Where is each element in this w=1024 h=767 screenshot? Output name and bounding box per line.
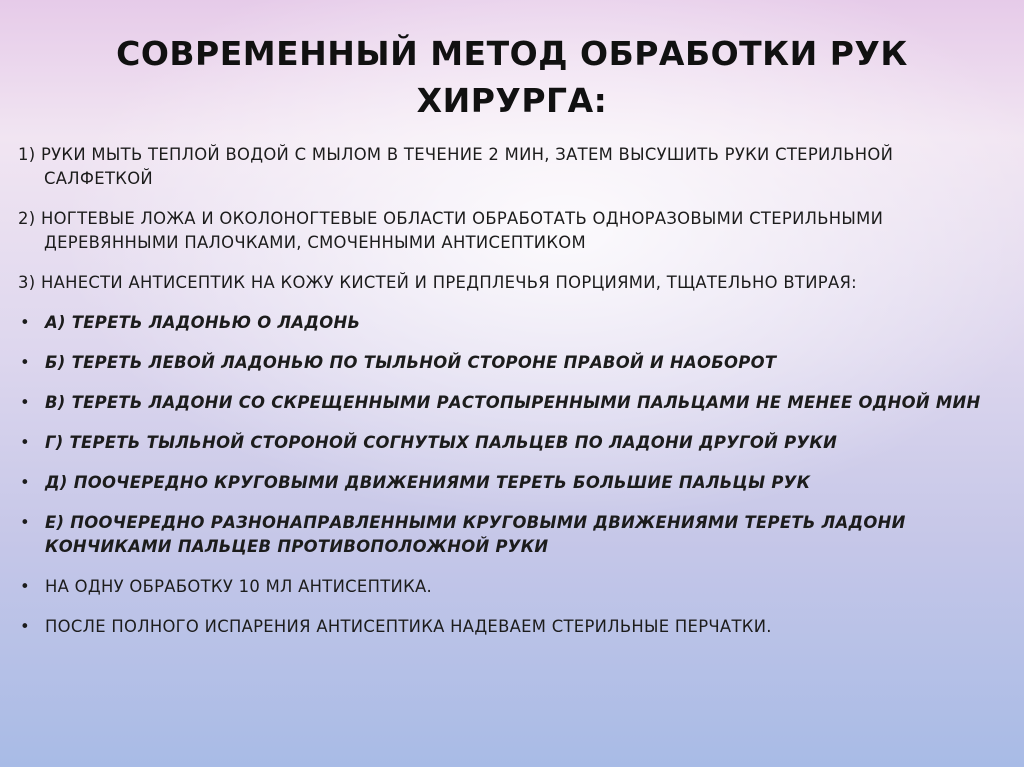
slide-body — [18, 143, 1012, 655]
bullet-text: В) ТЕРЕТЬ ЛАДОНИ СО СКРЕЩЕННЫМИ РАСТОПЫРЕННЫМИ ПАЛЬЦАМИ НЕ МЕНЕЕ ОДНОЙ МИН — [45, 393, 981, 412]
bullet-marker: • — [20, 473, 30, 492]
numbered-item-3 — [18, 271, 1012, 295]
bullet-text: ПОСЛЕ ПОЛНОГО ИСПАРЕНИЯ АНТИСЕПТИКА НАДЕВАЕМ СТЕРИЛЬНЫЕ ПЕРЧАТКИ. — [45, 617, 772, 636]
numbered-item-2 — [18, 207, 1012, 255]
bullet-text: Д) ПООЧЕРЕДНО КРУГОВЫМИ ДВИЖЕНИЯМИ ТЕРЕТЬ БОЛЬШИЕ ПАЛЬЦЫ РУК — [45, 473, 811, 492]
item-number: 3) — [18, 273, 36, 292]
item-number: 2) — [18, 209, 36, 228]
bullet-text: А) ТЕРЕТЬ ЛАДОНЬЮ О ЛАДОНЬ — [45, 313, 361, 332]
note-bullet-gloves — [18, 615, 1012, 639]
bullet-marker: • — [20, 513, 30, 532]
numbered-item-1 — [18, 143, 1012, 191]
step-bullet-v — [18, 391, 1012, 415]
item-text-continued: ДЕРЕВЯННЫМИ ПАЛОЧКАМИ, СМОЧЕННЫМИ АНТИСЕПТИКОМ — [44, 233, 586, 252]
note-bullet-dose — [18, 575, 1012, 599]
item-text: РУКИ МЫТЬ ТЕПЛОЙ ВОДОЙ С МЫЛОМ В ТЕЧЕНИЕ 2 МИН, ЗАТЕМ ВЫСУШИТЬ РУКИ СТЕРИЛЬНОЙ — [40, 145, 894, 164]
bullet-marker: • — [20, 577, 30, 596]
bullet-marker: • — [20, 393, 30, 412]
step-bullet-g — [18, 431, 1012, 455]
step-bullet-b — [18, 351, 1012, 375]
bullet-marker: • — [20, 617, 30, 636]
bullet-marker: • — [20, 313, 30, 332]
slide-title: СОВРЕМЕННЫЙ МЕТОД ОБРАБОТКИ РУК ХИРУРГА: — [116, 34, 908, 120]
bullet-marker: • — [20, 353, 30, 372]
bullet-text: Е) ПООЧЕРЕДНО РАЗНОНАПРАВЛЕННЫМИ КРУГОВЫМИ ДВИЖЕНИЯМИ ТЕРЕТЬ ЛАДОНИ КОНЧИКАМИ ПАЛЬЦЕВ ПРОТИВОПОЛОЖНОЙ РУКИ — [45, 513, 906, 556]
step-bullet-e — [18, 511, 1012, 559]
bullet-text: Б) ТЕРЕТЬ ЛЕВОЙ ЛАДОНЬЮ ПО ТЫЛЬНОЙ СТОРОНЕ ПРАВОЙ И НАОБОРОТ — [45, 353, 777, 372]
bullet-text: НА ОДНУ ОБРАБОТКУ 10 МЛ АНТИСЕПТИКА. — [45, 577, 433, 596]
item-text-continued: САЛФЕТКОЙ — [44, 169, 153, 188]
step-bullet-d — [18, 471, 1012, 495]
item-text: НАНЕСТИ АНТИСЕПТИК НА КОЖУ КИСТЕЙ И ПРЕДПЛЕЧЬЯ ПОРЦИЯМИ, ТЩАТЕЛЬНО ВТИРАЯ: — [40, 273, 857, 292]
bullet-marker: • — [20, 433, 30, 452]
step-bullet-a — [18, 311, 1012, 335]
item-text: НОГТЕВЫЕ ЛОЖА И ОКОЛОНОГТЕВЫЕ ОБЛАСТИ ОБРАБОТАТЬ ОДНОРАЗОВЫМИ СТЕРИЛЬНЫМИ — [40, 209, 884, 228]
item-number: 1) — [18, 145, 36, 164]
bullet-text: Г) ТЕРЕТЬ ТЫЛЬНОЙ СТОРОНОЙ СОГНУТЫХ ПАЛЬЦЕВ ПО ЛАДОНИ ДРУГОЙ РУКИ — [45, 433, 838, 452]
